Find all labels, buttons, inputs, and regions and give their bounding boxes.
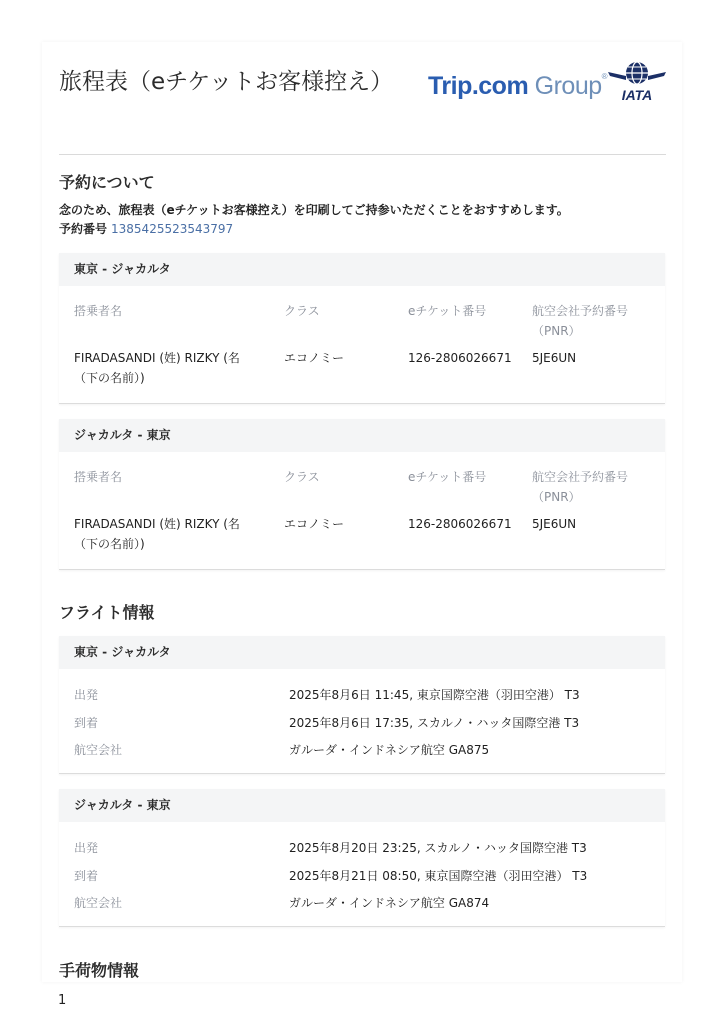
page-title: 旅程表（eチケットお客様控え）: [59, 69, 394, 95]
passenger-name-header: 搭乗者名: [74, 470, 123, 484]
flight-section-title: フライト情報: [59, 603, 155, 622]
departure-value: 2025年8月20日 23:25, スカルノ・ハッタ国際空港 T3: [289, 841, 587, 855]
passenger-name-value: FIRADASANDI (姓) RIZKY (名（下の名前）): [74, 351, 240, 385]
eticket-number-header: eチケット番号: [408, 304, 487, 318]
airline-value: ガルーダ・インドネシア航空 GA874: [289, 896, 490, 910]
ticket-card-route: ジャカルタ - 東京: [59, 419, 665, 452]
pnr-value: 5JE6UN: [532, 517, 577, 531]
tripcom-group-logo: Trip.com Group®: [428, 72, 608, 100]
arrival-value: 2025年8月21日 08:50, 東京国際空港（羽田空港） T3: [289, 869, 588, 883]
document-header: [59, 58, 666, 155]
passenger-name-header: 搭乗者名: [74, 304, 123, 318]
eticket-number-value: 126-2806026671: [408, 351, 512, 365]
ticket-card-route: 東京 - ジャカルタ: [59, 253, 665, 286]
iata-logo-icon: [606, 60, 668, 102]
eticket-number-header: eチケット番号: [408, 470, 487, 484]
booking-number-label: 予約番号: [59, 222, 108, 236]
booking-number-row: [59, 220, 233, 237]
flight-card: [59, 789, 665, 927]
arrival-value: 2025年8月6日 17:35, スカルノ・ハッタ国際空港 T3: [289, 716, 580, 730]
class-header: クラス: [284, 470, 320, 484]
booking-number-value: 1385425523543797: [111, 222, 234, 236]
departure-value: 2025年8月6日 11:45, 東京国際空港（羽田空港） T3: [289, 688, 580, 702]
arrival-label: 到着: [74, 869, 99, 883]
tripcom-logo-wordmark: Trip.com: [428, 72, 529, 100]
class-value: エコノミー: [284, 517, 345, 531]
print-notice: 念のため、旅程表（eチケットお客様控え）を印刷してご持参いただくことをおすすめします。: [59, 203, 569, 217]
class-header: クラス: [284, 304, 320, 318]
departure-label: 出発: [74, 841, 99, 855]
reservation-section-title: 予約について: [59, 173, 155, 192]
ticket-card: [59, 419, 665, 570]
iata-logo-text: IATA: [621, 87, 653, 102]
baggage-section-title: 手荷物情報: [59, 961, 140, 980]
ticket-card: [59, 253, 665, 404]
flight-card: [59, 636, 665, 774]
pnr-header: 航空会社予約番号（PNR）: [532, 304, 629, 338]
passenger-name-value: FIRADASANDI (姓) RIZKY (名（下の名前）): [74, 517, 240, 551]
class-value: エコノミー: [284, 351, 345, 365]
page-number: 1: [58, 993, 67, 1008]
flight-card-route: ジャカルタ - 東京: [59, 789, 665, 822]
pnr-header: 航空会社予約番号（PNR）: [532, 470, 629, 504]
pnr-value: 5JE6UN: [532, 351, 577, 365]
arrival-label: 到着: [74, 716, 99, 730]
tripcom-logo-group: Group: [534, 72, 602, 100]
airline-label: 航空会社: [74, 896, 123, 910]
eticket-number-value: 126-2806026671: [408, 517, 512, 531]
departure-label: 出発: [74, 688, 99, 702]
airline-label: 航空会社: [74, 743, 123, 757]
airline-value: ガルーダ・インドネシア航空 GA875: [289, 743, 490, 757]
flight-card-route: 東京 - ジャカルタ: [59, 636, 665, 669]
